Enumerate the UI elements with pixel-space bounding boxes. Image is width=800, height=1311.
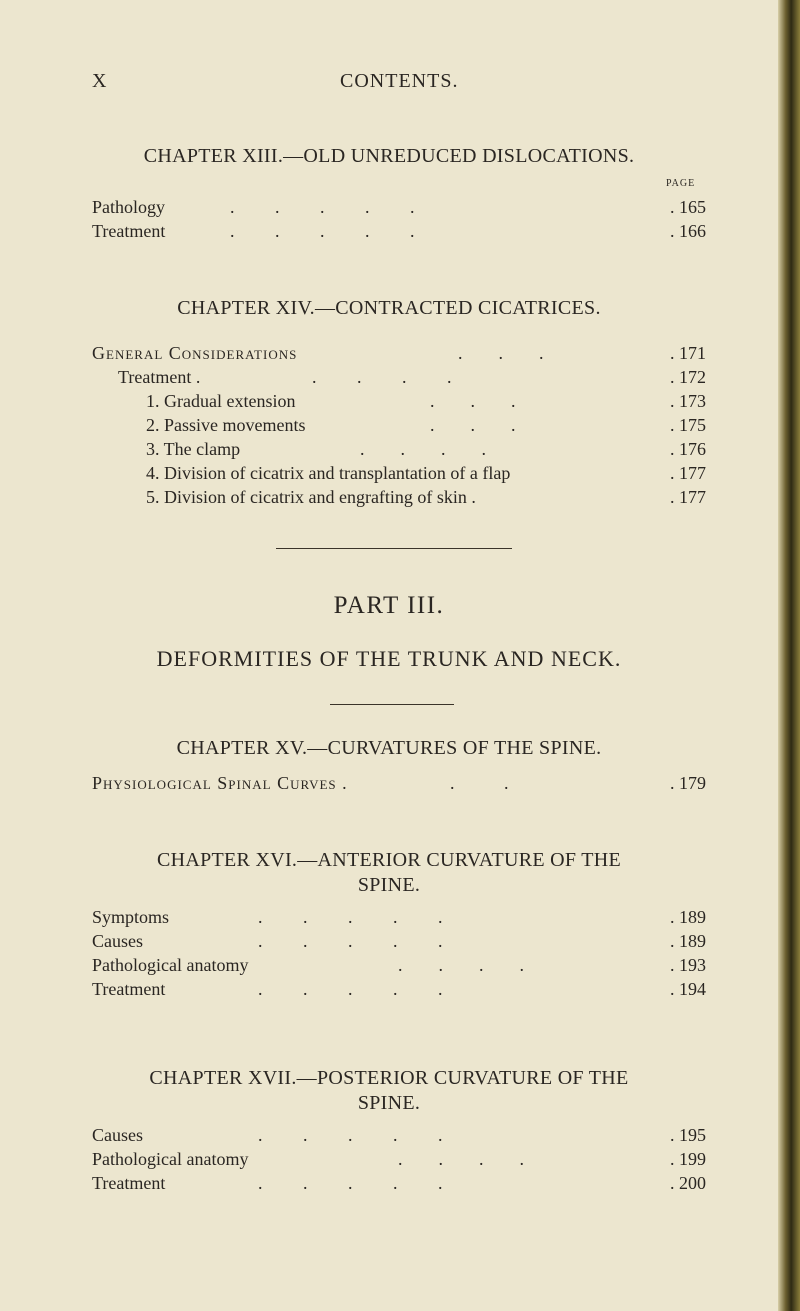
- toc-entry: [0, 438, 778, 461]
- divider-rule: [276, 548, 512, 549]
- chapter-13-title: CHAPTER XIII.—OLD UNREDUCED DISLOCATIONS.: [143, 145, 635, 167]
- entry-label: Pathological anatomy: [92, 955, 249, 975]
- toc-entry: [0, 342, 778, 365]
- entry-page: . 171: [670, 343, 706, 363]
- entry-label: Pathological anatomy: [92, 1149, 249, 1169]
- toc-entry: [0, 772, 778, 795]
- chapter-16-title-line1: CHAPTER XVI.—ANTERIOR CURVATURE OF THE: [156, 849, 622, 871]
- entry-page: . 179: [670, 773, 706, 793]
- book-spine-edge: [778, 0, 800, 1311]
- leader-dots: . . . . .: [258, 979, 443, 999]
- entry-page: . 173: [670, 391, 706, 411]
- entry-label: Causes: [92, 1125, 143, 1145]
- page-column-label: PAGE: [666, 178, 696, 189]
- leader-dots: . . . . .: [258, 907, 443, 927]
- toc-entry: [0, 1148, 778, 1171]
- entry-page: . 177: [670, 463, 706, 483]
- toc-entry: [0, 486, 778, 509]
- entry-page: . 175: [670, 415, 706, 435]
- toc-entry: [0, 366, 778, 389]
- leader-dots: . . . .: [360, 439, 486, 459]
- entry-label: 5. Division of cicatrix and engrafting of skin .: [146, 487, 476, 507]
- toc-entry: [0, 930, 778, 953]
- part-title: PART III.: [333, 592, 445, 619]
- leader-dots: . . . .: [398, 1149, 524, 1169]
- chapter-17-title-line2: SPINE.: [357, 1092, 421, 1114]
- chapter-16-title: [0, 848, 778, 898]
- entry-label: Treatment: [92, 221, 166, 241]
- chapter-17-title: [0, 1066, 778, 1116]
- leader-dots: . . . .: [312, 367, 452, 387]
- entry-page: . 189: [670, 907, 706, 927]
- running-title: CONTENTS.: [340, 70, 459, 92]
- toc-entry: [0, 220, 778, 243]
- chapter-15-title: CHAPTER XV.—CURVATURES OF THE SPINE.: [176, 737, 602, 759]
- entry-page: . 193: [670, 955, 706, 975]
- page-numeral: X: [92, 70, 107, 92]
- entry-label: General Considerations: [92, 343, 298, 363]
- entry-label: 3. The clamp: [146, 439, 241, 459]
- entry-label: Treatment: [92, 979, 166, 999]
- entry-page: . 165: [670, 197, 706, 217]
- part-subtitle: DEFORMITIES OF THE TRUNK AND NECK.: [156, 646, 622, 671]
- leader-dots: . . . . .: [258, 1173, 443, 1193]
- leader-dots: . . . . .: [258, 1125, 443, 1145]
- entry-page: . 195: [670, 1125, 706, 1145]
- toc-entry: [0, 1124, 778, 1147]
- leader-dots: . . . .: [398, 955, 524, 975]
- leader-dots: . . .: [430, 415, 516, 435]
- entry-label: Pathology: [92, 197, 166, 217]
- entry-label: Symptoms: [92, 907, 170, 927]
- leader-dots: . . .: [430, 391, 516, 411]
- chapter-17-title-line1: CHAPTER XVII.—POSTERIOR CURVATURE OF THE: [149, 1067, 629, 1089]
- entry-page: . 200: [670, 1173, 706, 1193]
- entry-label: 2. Passive movements: [146, 415, 306, 435]
- entry-label: Causes: [92, 931, 143, 951]
- toc-entry: [0, 414, 778, 437]
- chapter-14-title: CHAPTER XIV.—CONTRACTED CICATRICES.: [177, 297, 601, 319]
- entry-page: . 176: [670, 439, 706, 459]
- toc-entry: [0, 462, 778, 485]
- entry-label: Physiological Spinal Curves .: [92, 773, 348, 793]
- leader-dots: . . .: [458, 343, 544, 363]
- toc-entry: [0, 390, 778, 413]
- chapter-16-title-line2: SPINE.: [357, 874, 421, 896]
- entry-label: 1. Gradual extension: [146, 391, 296, 411]
- leader-dots: . .: [450, 773, 509, 793]
- toc-entry: [0, 954, 778, 977]
- entry-label: Treatment .: [118, 367, 201, 387]
- leader-dots: . . . . .: [258, 931, 443, 951]
- toc-entry: [0, 196, 778, 219]
- entry-label: Treatment: [92, 1173, 166, 1193]
- entry-page: . 189: [670, 931, 706, 951]
- entry-page: . 166: [670, 221, 706, 241]
- entry-page: . 199: [670, 1149, 706, 1169]
- leader-dots: . . . . .: [230, 221, 415, 241]
- toc-entry: [0, 978, 778, 1001]
- toc-entry: [0, 1172, 778, 1195]
- divider-rule: [330, 704, 454, 705]
- entry-page: . 177: [670, 487, 706, 507]
- toc-entry: [0, 906, 778, 929]
- entry-label: 4. Division of cicatrix and transplantation of a flap: [146, 463, 511, 483]
- leader-dots: . . . . .: [230, 197, 415, 217]
- entry-page: . 172: [670, 367, 706, 387]
- entry-page: . 194: [670, 979, 706, 999]
